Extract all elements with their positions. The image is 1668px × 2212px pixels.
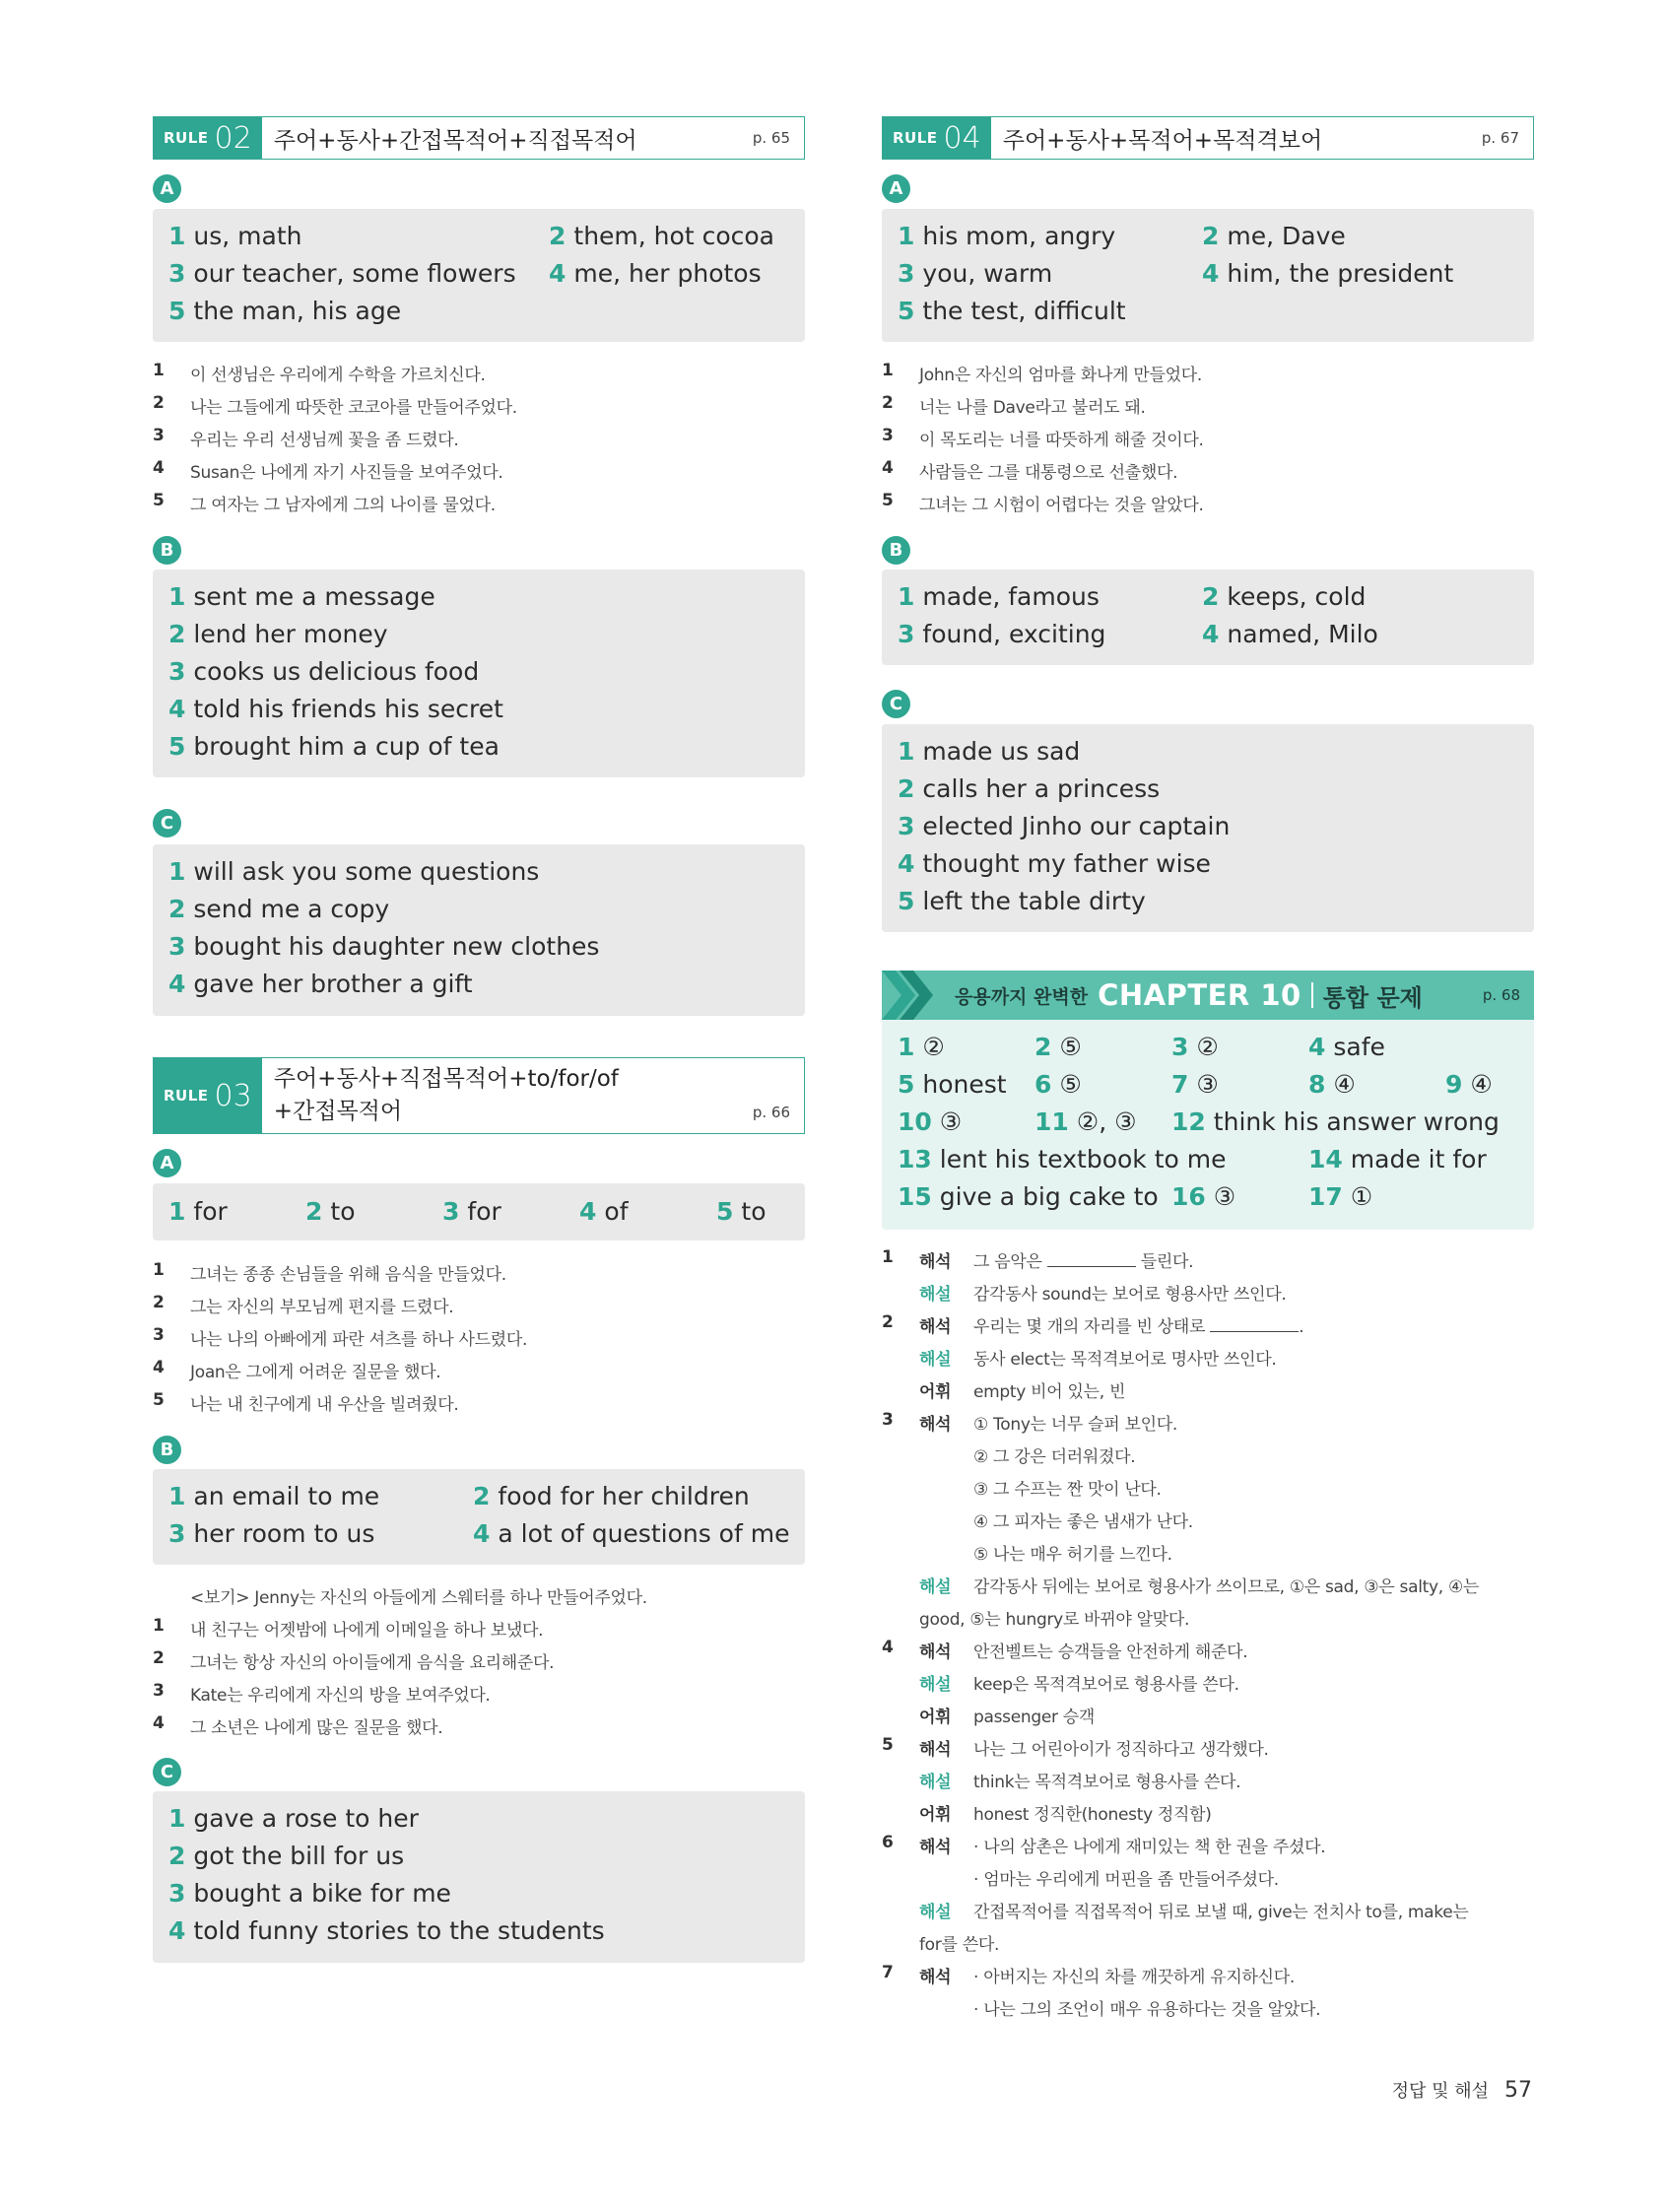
answer-item: 4 told funny stories to the students: [168, 1916, 605, 1945]
trans-label: 해석: [919, 1415, 952, 1435]
answer-item: 8 ④: [1308, 1070, 1356, 1099]
section-b-badge: B: [882, 536, 910, 565]
rule03-b-answer-box: [153, 1469, 805, 1565]
answer-item: 4 named, Milo: [1202, 620, 1378, 648]
answer-item: 4 thought my father wise: [898, 849, 1211, 878]
rule02-page: p. 65: [752, 129, 790, 147]
explanation-text: 우리는 몇 개의 자리를 빈 상태로 .: [973, 1317, 1304, 1337]
answer-item: 4 a lot of questions of me: [473, 1519, 790, 1548]
question-number: 6: [882, 1833, 894, 1852]
page-number: 57: [1504, 2078, 1532, 2103]
trans-label: 해석: [919, 1740, 952, 1760]
answer-item: 7 ③: [1171, 1070, 1219, 1099]
rule03-badge: [154, 1058, 262, 1133]
double-chevron-icon: [882, 971, 941, 1020]
rule03-label: RULE: [164, 1087, 209, 1105]
rule02-header: [153, 116, 805, 160]
answer-item: 13 lent his textbook to me: [898, 1145, 1227, 1173]
section-c-badge: C: [153, 1758, 181, 1786]
section-a-badge: A: [153, 174, 181, 203]
question-number: 5: [882, 1735, 894, 1755]
answer-item: 1 an email to me: [168, 1482, 380, 1510]
rule02-title: 주어+동사+간접목적어+직접목적어: [273, 127, 637, 154]
question-number: 7: [882, 1963, 894, 1982]
answer-item: 2 me, Dave: [1202, 222, 1346, 250]
explanation-text: 안전벨트는 승객들을 안전하게 해준다.: [973, 1642, 1248, 1662]
answer-item: 11 ②, ③: [1034, 1107, 1137, 1136]
answer-item: 2 them, hot cocoa: [549, 222, 774, 250]
expl-label: 해설: [919, 1577, 952, 1597]
rule03-title: [262, 1063, 753, 1128]
chapter-header: [882, 971, 1534, 1020]
explanation-text: good, ⑤는 hungry로 바뀌야 알맞다.: [919, 1610, 1190, 1630]
answer-item: 2 to: [305, 1197, 356, 1226]
section-b-badge: B: [153, 1436, 181, 1464]
answer-item: 3 elected Jinho our captain: [898, 812, 1231, 840]
answer-item: 15 give a big cake to: [898, 1182, 1159, 1211]
answer-item: 12 think his answer wrong: [1171, 1107, 1500, 1136]
rule04-title: 주어+동사+목적어+목적격보어: [1002, 127, 1323, 154]
answer-item: 2 lend her money: [168, 620, 388, 648]
explanation-text: for를 쓴다.: [919, 1935, 1000, 1955]
rule03-number: 03: [214, 1078, 252, 1113]
answer-item: 4 told his friends his secret: [168, 695, 503, 723]
explanation-text: · 아버지는 자신의 차를 깨끗하게 유지하신다.: [973, 1968, 1295, 1987]
answer-item: 9 ④: [1445, 1070, 1493, 1099]
rule02-b-answer-box: [153, 570, 805, 777]
answer-item: 1 for: [168, 1197, 228, 1226]
answer-item: 2 food for her children: [473, 1482, 750, 1510]
answer-item: 6 ⑤: [1034, 1070, 1082, 1099]
rule02-a-answer-box: [153, 209, 805, 342]
rule02-badge: [154, 117, 262, 159]
rule02-c-answer-box: [153, 844, 805, 1016]
rule02-label: RULE: [164, 129, 209, 147]
explanation-text: · 나는 그의 조언이 매우 유용하다는 것을 알았다.: [973, 2000, 1321, 2020]
answer-item: 5 the man, his age: [168, 297, 402, 325]
explanation-text: empty 비어 있는, 빈: [973, 1382, 1126, 1402]
chapter-title: 통합 문제: [1322, 983, 1423, 1012]
answer-item: 3 cooks us delicious food: [168, 657, 480, 686]
page-footer: [1392, 2077, 1532, 2103]
explanation-text: 감각동사 sound는 보어로 형용사만 쓰인다.: [973, 1285, 1287, 1305]
section-a-badge: A: [882, 174, 910, 203]
rule03-title-line1: 주어+동사+직접목적어+to/for/of: [273, 1066, 619, 1092]
rule03-a-answer-box: [153, 1183, 805, 1240]
answer-item: 2 calls her a princess: [898, 774, 1161, 803]
question-number: 3: [882, 1410, 894, 1430]
answer-item: 4 safe: [1308, 1033, 1385, 1061]
section-a-badge: A: [153, 1149, 181, 1177]
question-number: 4: [882, 1638, 894, 1657]
answer-item: 3 you, warm: [898, 259, 1053, 288]
explanation-text: keep은 목적격보어로 형용사를 쓴다.: [973, 1675, 1239, 1695]
answer-item: 16 ③: [1171, 1182, 1236, 1211]
rule04-c-answer-box: [882, 724, 1534, 932]
chapter-divider: [1311, 982, 1313, 1008]
rule04-a-answer-box: [882, 209, 1534, 342]
answer-item: 3 her room to us: [168, 1519, 375, 1548]
answer-item: 10 ③: [898, 1107, 963, 1136]
section-c-badge: C: [153, 809, 181, 838]
rule04-b-answer-box: [882, 570, 1534, 665]
explanation-text: 간접목적어를 직접목적어 뒤로 보낼 때, give는 전치사 to를, make는: [973, 1903, 1469, 1922]
answer-blank: [1210, 1317, 1299, 1332]
chapter-number: CHAPTER 10: [1098, 978, 1301, 1012]
answer-item: 2 send me a copy: [168, 895, 390, 923]
answer-item: 2 got the bill for us: [168, 1842, 405, 1870]
explanation-text: 동사 elect는 목적격보어로 명사만 쓰인다.: [973, 1350, 1277, 1370]
answer-item: 3 for: [442, 1197, 501, 1226]
answer-item: 3 bought a bike for me: [168, 1879, 451, 1908]
rule02-number: 02: [214, 120, 252, 156]
answer-item: 5 honest: [898, 1070, 1007, 1099]
footer-label: 정답 및 해설: [1391, 2081, 1489, 2102]
vocab-label: 어휘: [919, 1805, 952, 1825]
rule03-title-line2: +간접목적어: [273, 1099, 403, 1124]
answer-item: 2 ⑤: [1034, 1033, 1082, 1061]
explanation-text: ⑤ 나는 매우 허기를 느낀다.: [973, 1545, 1172, 1565]
explanation-text: 감각동사 뒤에는 보어로 형용사가 쓰이므로, ①은 sad, ③은 salty, ④는: [973, 1577, 1480, 1597]
rule04-number: 04: [943, 120, 981, 156]
answer-item: 17 ①: [1308, 1182, 1373, 1211]
expl-label: 해설: [919, 1675, 952, 1695]
expl-label: 해설: [919, 1903, 952, 1922]
section-b-badge: B: [153, 536, 181, 565]
answer-item: 3 bought his daughter new clothes: [168, 932, 600, 961]
answer-item: 3 our teacher, some flowers: [168, 259, 516, 288]
answer-item: 5 the test, difficult: [898, 297, 1126, 325]
explanation-text: ① Tony는 너무 슬퍼 보인다.: [973, 1415, 1177, 1435]
answer-item: 2 keeps, cold: [1202, 582, 1367, 611]
trans-label: 해석: [919, 1642, 952, 1662]
answer-item: 3 found, exciting: [898, 620, 1106, 648]
explanation-text: 나는 그 어린아이가 정직하다고 생각했다.: [973, 1740, 1269, 1760]
question-number: 2: [882, 1312, 894, 1332]
rule04-page: p. 67: [1481, 129, 1519, 147]
expl-label: 해설: [919, 1773, 952, 1792]
rule03-c-answer-box: [153, 1791, 805, 1963]
trans-label: 해석: [919, 1968, 952, 1987]
expl-label: 해설: [919, 1285, 952, 1305]
trans-label: 해석: [919, 1252, 952, 1272]
explanation-text: · 나의 삼촌은 나에게 재미있는 책 한 권을 주셨다.: [973, 1838, 1326, 1857]
explanation-text: honest 정직한(honesty 정직함): [973, 1805, 1212, 1825]
answer-item: 1 sent me a message: [168, 582, 435, 611]
vocab-label: 어휘: [919, 1382, 952, 1402]
answer-item: 1 his mom, angry: [898, 222, 1116, 250]
answer-item: 1 made, famous: [898, 582, 1100, 611]
rule03-page: p. 66: [752, 1104, 790, 1121]
answer-item: 3 ②: [1171, 1033, 1219, 1061]
answer-item: 1 gave a rose to her: [168, 1804, 419, 1833]
chapter-subtitle: 응용까지 완벽한: [955, 985, 1089, 1008]
answer-item: 4 gave her brother a gift: [168, 970, 473, 998]
answer-item: 4 of: [579, 1197, 629, 1226]
expl-label: 해설: [919, 1350, 952, 1370]
answer-item: 14 made it for: [1308, 1145, 1487, 1173]
answer-item: 1 made us sad: [898, 737, 1081, 766]
answer-blank: [1047, 1252, 1136, 1267]
explanation-text: passenger 승객: [973, 1708, 1096, 1727]
answer-item: 1 will ask you some questions: [168, 857, 540, 886]
rule04-label: RULE: [893, 129, 938, 147]
explanation-text: ④ 그 피자는 좋은 냄새가 난다.: [973, 1512, 1193, 1532]
trans-label: 해석: [919, 1838, 952, 1857]
answer-item: 1 ②: [898, 1033, 945, 1061]
section-c-badge: C: [882, 690, 910, 718]
answer-item: 5 to: [716, 1197, 767, 1226]
answer-item: 4 him, the president: [1202, 259, 1454, 288]
answer-item: 5 brought him a cup of tea: [168, 732, 500, 761]
explanation-text: · 엄마는 우리에게 머핀을 좀 만들어주셨다.: [973, 1870, 1279, 1890]
chapter-page: p. 68: [1482, 986, 1520, 1004]
trans-label: 해석: [919, 1317, 952, 1337]
rule04-header: [882, 116, 1534, 160]
rule04-badge: [883, 117, 991, 159]
explanation-text: 그 음악은 들린다.: [973, 1252, 1194, 1272]
vocab-label: 어휘: [919, 1708, 952, 1727]
answer-item: 4 me, her photos: [549, 259, 762, 288]
answer-item: 5 left the table dirty: [898, 887, 1146, 915]
explanation-text: think는 목적격보어로 형용사를 쓴다.: [973, 1773, 1241, 1792]
question-number: 1: [882, 1247, 894, 1267]
answer-item: 1 us, math: [168, 222, 302, 250]
chapter-answer-box: [882, 1020, 1534, 1230]
explanation-text: ② 그 강은 더러워졌다.: [973, 1447, 1136, 1467]
rule03-header: [153, 1057, 805, 1134]
explanation-text: ③ 그 수프는 짠 맛이 난다.: [973, 1480, 1162, 1500]
